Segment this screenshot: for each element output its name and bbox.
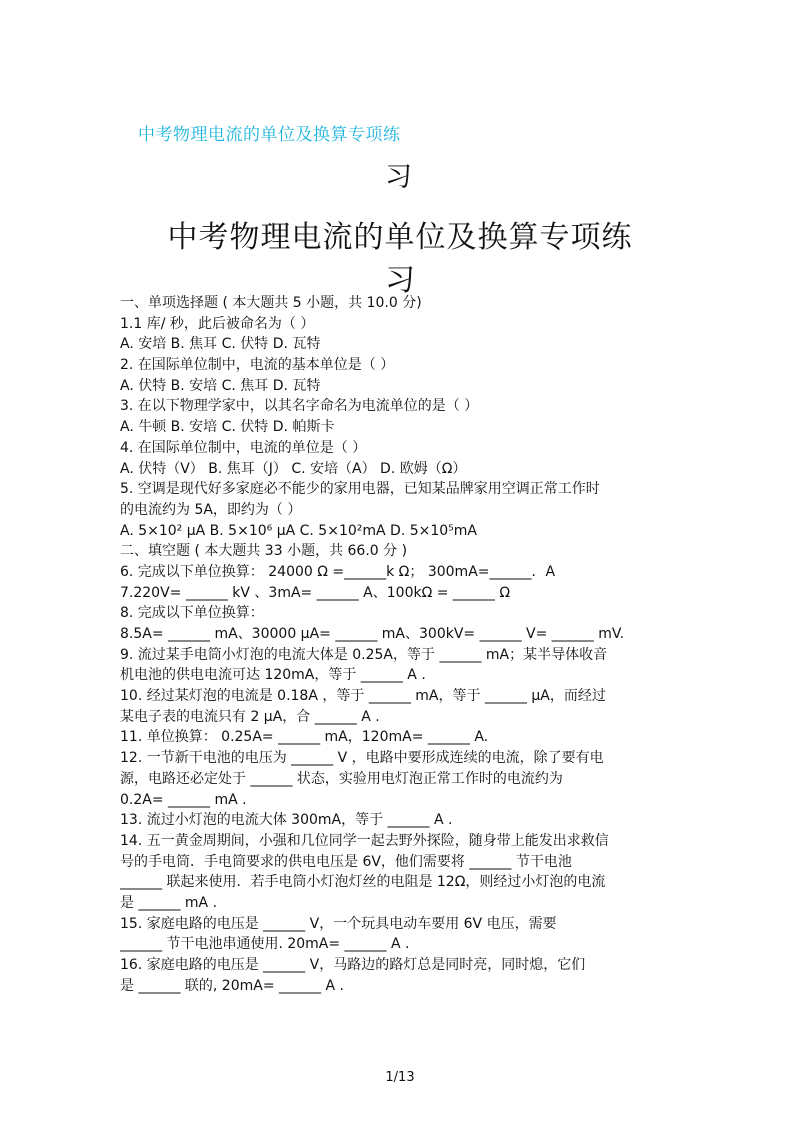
question-9: 9. 流过某手电筒小灯泡的电流大体是 0.25A，等于 ______ mA；某半导体收音	[120, 646, 608, 663]
question-4-options: A. 伏特（V） B. 焦耳（J） C. 安培（A） D. 欧姆（Ω）	[120, 460, 467, 477]
question-14: 14. 五一黄金周期间，小强和几位同学一起去野外探险，随身带上能发出求救信	[120, 832, 609, 849]
question-15-cont: ______ 节干电池串通使用. 20mA= ______ A .	[120, 936, 410, 953]
question-13: 13. 流过小灯泡的电流大体 300mA，等于 ______ A .	[120, 812, 453, 829]
question-1-options: A. 安培 B. 焦耳 C. 伏特 D. 瓦特	[120, 336, 321, 353]
question-10-cont: 某电子表的电流只有 2 μA，合 ______ A .	[120, 708, 380, 725]
question-3: 3. 在以下物理学家中，以其名字命名为电流单位的是（ ）	[120, 398, 479, 415]
question-14-cont: 号的手电筒．手电筒要求的供电电压是 6V，他们需要将 ______ 节干电池	[120, 853, 572, 870]
question-8-cont: 8.5A= ______ mA、30000 μA= ______ mA、300kV= ______ V= ______ mV.	[120, 626, 625, 642]
question-15: 15. 家庭电路的电压是 ______ V，一个玩具电动车要用 6V 电压，需要	[120, 915, 557, 932]
question-16: 16. 家庭电路的电压是 ______ V，马路边的路灯总是同时亮，同时熄，它们	[120, 957, 586, 973]
question-14-cont-3: 是 ______ mA .	[120, 894, 218, 911]
section-heading-fill: 二、填空题 ( 本大题共 33 小题，共 66.0 分 )	[120, 543, 408, 560]
section-heading-choice: 一、单项选择题 ( 本大题共 5 小题，共 10.0 分)	[120, 295, 422, 311]
header-title: 中考物理电流的单位及换算专项练	[138, 125, 401, 145]
page-number: 1/13	[385, 1070, 415, 1085]
question-7: 7.220V= ______ kV 、3mA= ______ A、100kΩ = ______ Ω	[120, 584, 511, 601]
question-3-options: A. 牛顿 B. 安培 C. 伏特 D. 帕斯卡	[120, 419, 335, 436]
question-12: 12. 一节新干电池的电压为 ______ V ，电路中要形成连续的电流，除了要有电	[120, 750, 604, 767]
question-5-options: A. 5×10² μA B. 5×10⁶ μA C. 5×10²mA D. 5×10⁵mA	[120, 522, 477, 539]
question-2-options: A. 伏特 B. 安培 C. 焦耳 D. 瓦特	[120, 377, 321, 394]
question-6: 6. 完成以下单位换算： 24000 Ω =______k Ω； 300mA=______．A	[120, 563, 556, 580]
question-5-cont: 的电流约为 5A，即约为（ ）	[120, 501, 302, 518]
question-1: 1.1 库/ 秒，此后被命名为（ ）	[120, 315, 315, 332]
question-14-cont-2: ______ 联起来使用．若手电筒小灯泡灯丝的电阻是 12Ω，则经过小灯泡的电流	[120, 874, 606, 891]
question-10: 10. 经过某灯泡的电流是 0.18A ，等于 ______ mA，等于 ______ μA，而经过	[120, 688, 606, 705]
question-11: 11. 单位换算： 0.25A= ______ mA，120mA= ______ A.	[120, 729, 489, 746]
header-title-tail: 习	[385, 162, 412, 193]
question-4: 4. 在国际单位制中，电流的单位是（ ）	[120, 439, 367, 456]
question-9-cont: 机电池的供电电流可达 120mA，等于 ______ A .	[120, 667, 426, 684]
question-body	[120, 293, 680, 996]
question-8: 8. 完成以下单位换算：	[120, 605, 264, 622]
question-2: 2. 在国际单位制中，电流的基本单位是（ ）	[120, 357, 395, 374]
question-5: 5. 空调是现代好多家庭必不能少的家用电器，已知某品牌家用空调正常工作时	[120, 481, 600, 498]
main-title-tail: 习	[385, 263, 415, 298]
question-12-cont-2: 0.2A= ______ mA .	[120, 791, 247, 808]
main-title: 中考物理电流的单位及换算专项练	[167, 220, 633, 255]
question-16-cont: 是 ______ 联的, 20mA= ______ A .	[120, 977, 344, 994]
question-12-cont: 源，电路还必定处于 ______ 状态，实验用电灯泡正常工作时的电流约为	[120, 770, 563, 787]
